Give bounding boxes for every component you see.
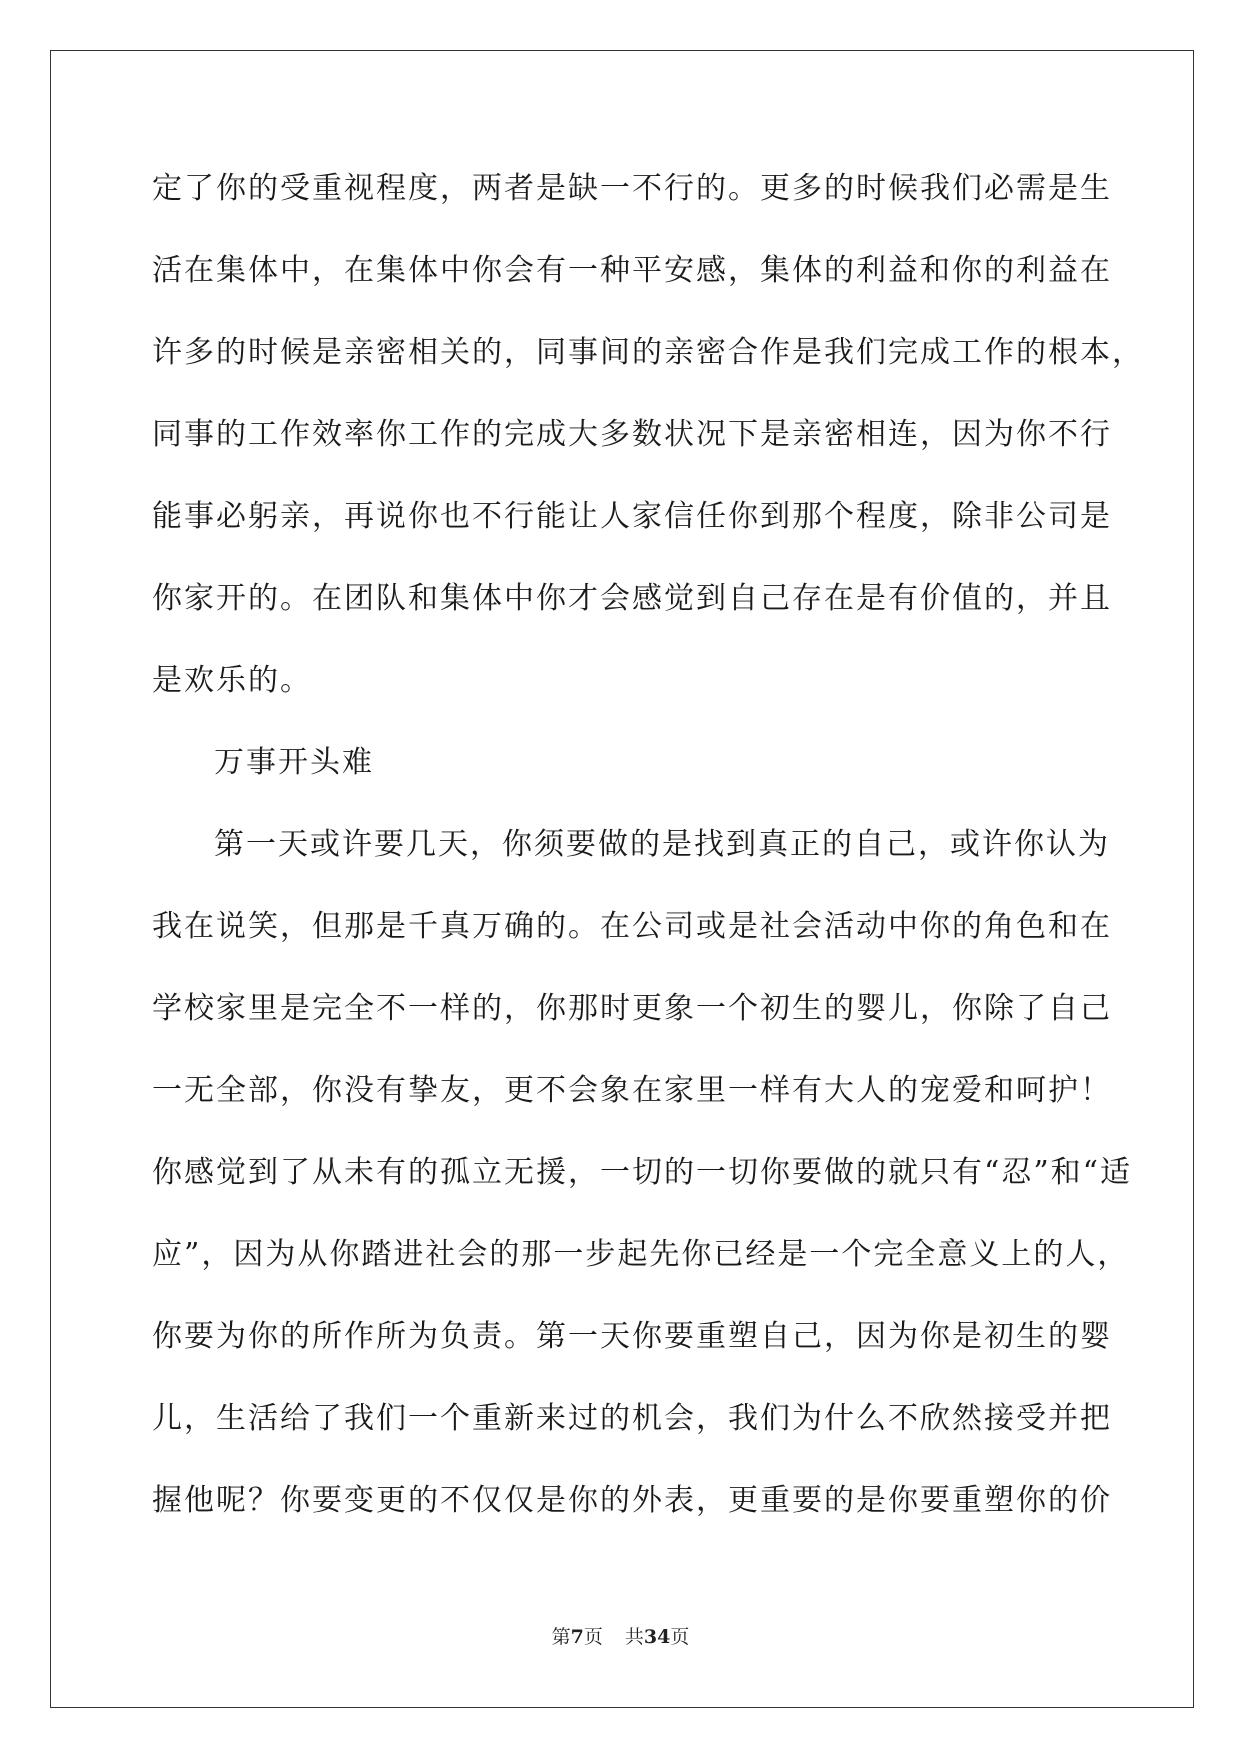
text-line-5: 能事必躬亲，再说你也不行能让人家信任你到那个程度，除非公司是 — [152, 499, 1112, 534]
text-line-1: 定了你的受重视程度，两者是缺一不行的。更多的时候我们必需是生 — [152, 171, 1112, 206]
text-line-7: 是欢乐的。 — [152, 663, 312, 698]
page-prefix: 第 — [551, 1626, 571, 1648]
text-line-17: 握他呢？你要变更的不仅仅是你的外表，更重要的是你要重塑你的价 — [152, 1483, 1112, 1518]
text-line-15: 你要为你的所作所为负责。第一天你要重塑自己，因为你是初生的婴 — [152, 1319, 1112, 1354]
text-line-6: 你家开的。在团队和集体中你才会感觉到自己存在是有价值的，并且 — [152, 581, 1112, 616]
page-number: 7 — [570, 1626, 584, 1648]
text-line-4: 同事的工作效率你工作的完成大多数状况下是亲密相连，因为你不行 — [152, 417, 1112, 452]
total-prefix: 共 — [624, 1626, 644, 1648]
text-line-10: 我在说笑，但那是千真万确的。在公司或是社会活动中你的角色和在 — [152, 909, 1112, 944]
text-line-9: 第一天或许要几天，你须要做的是找到真正的自己，或许你认为 — [214, 827, 1110, 862]
text-line-12: 一无全部，你没有挚友，更不会象在家里一样有大人的宠爱和呵护！ — [152, 1073, 1112, 1108]
total-pages: 34 — [643, 1626, 671, 1648]
text-line-3: 许多的时候是亲密相关的，同事间的亲密合作是我们完成工作的根本， — [152, 335, 1144, 370]
text-line-13: 你感觉到了从未有的孤立无援，一切的一切你要做的就只有“忍”和“适 — [152, 1155, 1133, 1190]
text-line-16: 儿，生活给了我们一个重新来过的机会，我们为什么不欣然接受并把 — [152, 1401, 1112, 1436]
text-line-14: 应”，因为从你踏进社会的那一步起先你已经是一个完全意义上的人， — [152, 1237, 1130, 1272]
total-suffix: 页 — [670, 1626, 690, 1648]
page-footer — [0, 1624, 1241, 1650]
document-body — [152, 160, 1144, 1554]
section-heading: 万事开头难 — [214, 745, 374, 780]
text-line-11: 学校家里是完全不一样的，你那时更象一个初生的婴儿，你除了自己 — [152, 991, 1112, 1026]
text-line-2: 活在集体中，在集体中你会有一种平安感，集体的利益和你的利益在 — [152, 253, 1112, 288]
page-suffix: 页 — [583, 1626, 603, 1648]
